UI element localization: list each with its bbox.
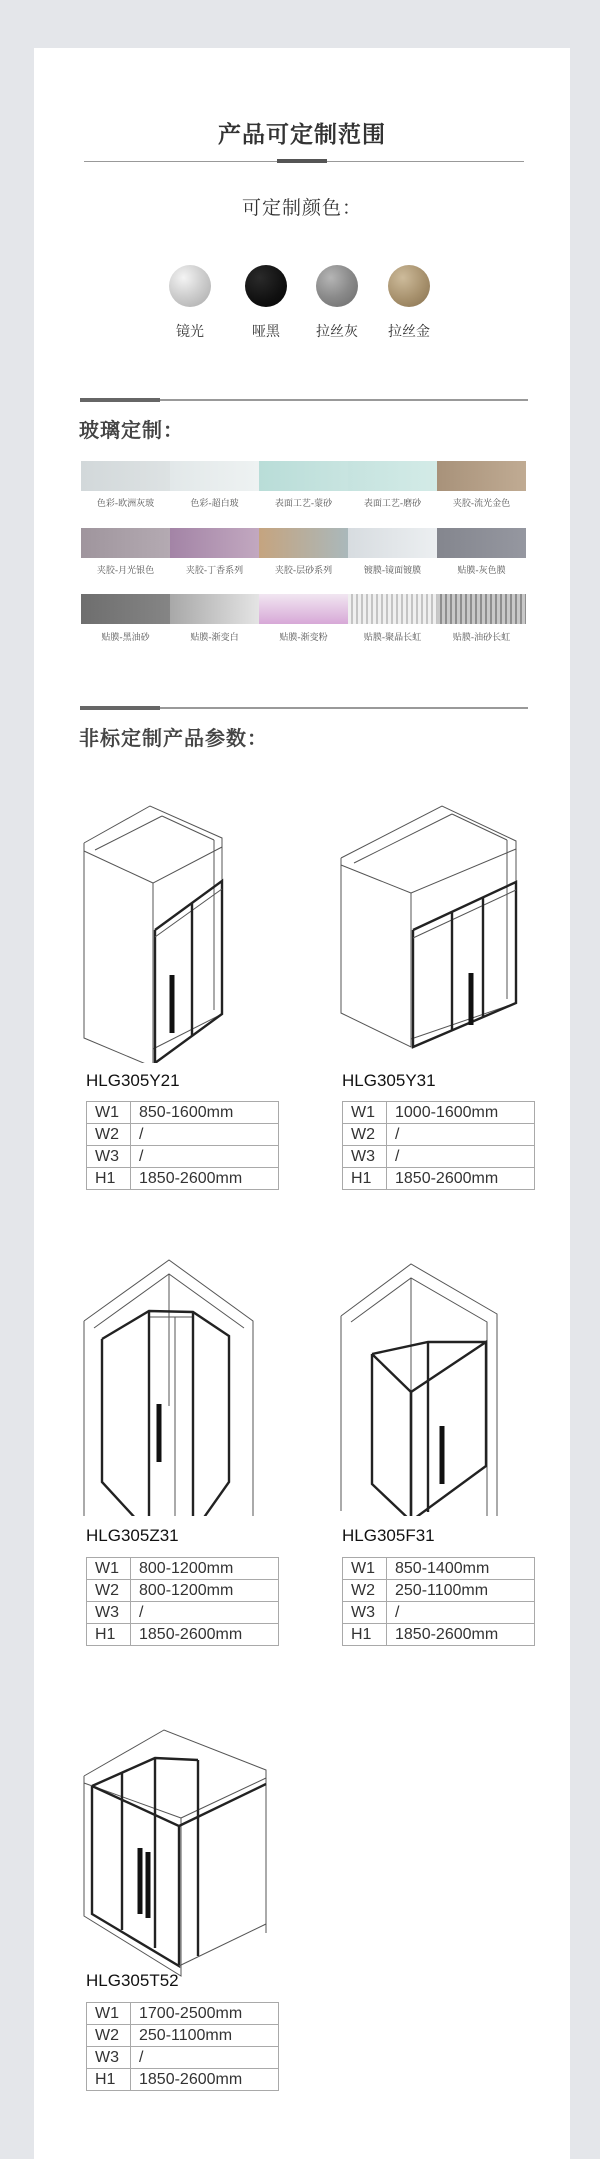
spec-table [86, 2002, 279, 2091]
spec-key: W2 [343, 1124, 387, 1146]
glass-tile-label: 镀膜-镜面镀膜 [363, 566, 422, 576]
spec-row [343, 1624, 535, 1646]
glass-tile [259, 594, 348, 624]
spec-row [87, 1624, 279, 1646]
color-label-matte-black: 哑黑 [252, 324, 280, 340]
glass-tile-label: 贴膜-灰色膜 [457, 566, 506, 576]
swatch-mirror [169, 265, 211, 307]
product-customization-sheet [34, 48, 570, 2159]
spec-value: / [387, 1124, 535, 1146]
swatch-brushed-gold [388, 265, 430, 307]
spec-value: 1000-1600mm [387, 1102, 535, 1124]
glass-tile [437, 528, 526, 558]
spec-row [343, 1580, 535, 1602]
glass-tile-label: 表面工艺-蒙砂 [274, 499, 333, 509]
spec-value: 250-1100mm [387, 1580, 535, 1602]
product-code: HLG305Z31 [86, 1526, 179, 1545]
spec-key: H1 [343, 1168, 387, 1190]
product-code: HLG305Y21 [86, 1071, 180, 1090]
params-section-accent [80, 706, 160, 710]
spec-key: W2 [343, 1580, 387, 1602]
spec-value: 850-1600mm [131, 1102, 279, 1124]
swatch-matte-black [245, 265, 287, 307]
swatch-brushed-grey [316, 265, 358, 307]
spec-row [87, 2003, 279, 2025]
glass-tile [81, 528, 170, 558]
spec-value: / [387, 1602, 535, 1624]
glass-tile-label: 表面工艺-磨砂 [363, 499, 422, 509]
spec-key: W1 [87, 1558, 131, 1580]
glass-tile-label: 贴膜-黑油砂 [101, 633, 150, 643]
glass-tile-label: 夹胶-层砂系列 [274, 566, 333, 576]
glass-tile-label: 夹胶-丁香系列 [185, 566, 244, 576]
spec-row [343, 1558, 535, 1580]
glass-tile [437, 461, 526, 491]
glass-tile [259, 461, 348, 491]
glass-tile-label: 贴膜-渐变粉 [279, 633, 328, 643]
spec-value: 1850-2600mm [131, 2069, 279, 2091]
spec-key: W1 [87, 1102, 131, 1124]
spec-row [87, 1168, 279, 1190]
spec-row [87, 1580, 279, 1602]
spec-key: W1 [343, 1558, 387, 1580]
spec-key: W3 [87, 2047, 131, 2069]
glass-tile [81, 594, 170, 624]
color-label-brushed-grey: 拉丝灰 [316, 324, 358, 340]
page-title: 产品可定制范围 [218, 122, 386, 148]
glass-tile-label: 色彩-超白玻 [190, 499, 239, 509]
spec-key: W1 [87, 2003, 131, 2025]
spec-value: 1850-2600mm [131, 1624, 279, 1646]
product-drawing-z31 [80, 1256, 280, 1516]
spec-value: 1850-2600mm [387, 1624, 535, 1646]
spec-key: H1 [343, 1624, 387, 1646]
spec-row [87, 1102, 279, 1124]
glass-tile [170, 528, 259, 558]
glass-section-title: 玻璃定制： [79, 418, 184, 442]
spec-key: H1 [87, 2069, 131, 2091]
color-label-mirror: 镜光 [176, 324, 204, 340]
spec-row [343, 1168, 535, 1190]
spec-key: W1 [343, 1102, 387, 1124]
glass-tile [348, 594, 437, 624]
glass-tile-label: 贴膜-聚晶长虹 [363, 633, 422, 643]
spec-key: W3 [343, 1146, 387, 1168]
spec-key: W2 [87, 1124, 131, 1146]
spec-value: / [131, 1602, 279, 1624]
glass-tile-label: 夹胶-月光银色 [96, 566, 155, 576]
spec-row [87, 1558, 279, 1580]
spec-value: / [131, 2047, 279, 2069]
spec-key: W2 [87, 2025, 131, 2047]
spec-row [343, 1102, 535, 1124]
spec-row [87, 2069, 279, 2091]
spec-value: 1850-2600mm [387, 1168, 535, 1190]
spec-table [342, 1101, 535, 1190]
glass-section-accent [80, 398, 160, 402]
glass-tile [170, 461, 259, 491]
spec-key: W2 [87, 1580, 131, 1602]
glass-tile-label: 贴膜-油砂长虹 [452, 633, 511, 643]
spec-value: 800-1200mm [131, 1558, 279, 1580]
spec-row [343, 1146, 535, 1168]
glass-tile [348, 461, 437, 491]
product-drawing-y31 [337, 803, 537, 1063]
glass-tile [170, 594, 259, 624]
spec-row [87, 2047, 279, 2069]
spec-value: 850-1400mm [387, 1558, 535, 1580]
spec-value: 250-1100mm [131, 2025, 279, 2047]
product-drawing-f31 [337, 1256, 537, 1516]
glass-tile-label: 夹胶-流光金色 [452, 499, 511, 509]
spec-row [343, 1602, 535, 1624]
product-drawing-t52 [80, 1718, 280, 1978]
spec-key: W3 [343, 1602, 387, 1624]
spec-table [342, 1557, 535, 1646]
spec-value: / [131, 1146, 279, 1168]
product-code: HLG305Y31 [342, 1071, 436, 1090]
product-drawing-y21 [80, 803, 280, 1063]
color-subtitle: 可定制颜色： [241, 197, 362, 219]
glass-tile [259, 528, 348, 558]
spec-row [87, 2025, 279, 2047]
color-label-brushed-gold: 拉丝金 [388, 324, 430, 340]
spec-value: 1850-2600mm [131, 1168, 279, 1190]
spec-key: W3 [87, 1602, 131, 1624]
product-code: HLG305T52 [86, 1971, 179, 1990]
product-code: HLG305F31 [342, 1526, 435, 1545]
spec-key: H1 [87, 1168, 131, 1190]
glass-tile [437, 594, 526, 624]
spec-table [86, 1101, 279, 1190]
spec-row [87, 1602, 279, 1624]
title-divider-accent [277, 159, 327, 163]
glass-tile-label: 色彩-欧洲灰玻 [96, 499, 155, 509]
spec-value: / [131, 1124, 279, 1146]
spec-value: / [387, 1146, 535, 1168]
glass-tile [348, 528, 437, 558]
spec-row [343, 1124, 535, 1146]
spec-row [87, 1124, 279, 1146]
spec-row [87, 1146, 279, 1168]
glass-tile-label: 贴膜-渐变白 [190, 633, 239, 643]
spec-key: W3 [87, 1146, 131, 1168]
spec-value: 800-1200mm [131, 1580, 279, 1602]
spec-value: 1700-2500mm [131, 2003, 279, 2025]
glass-tile [81, 461, 170, 491]
params-section-title: 非标定制产品参数： [79, 726, 268, 750]
spec-key: H1 [87, 1624, 131, 1646]
spec-table [86, 1557, 279, 1646]
